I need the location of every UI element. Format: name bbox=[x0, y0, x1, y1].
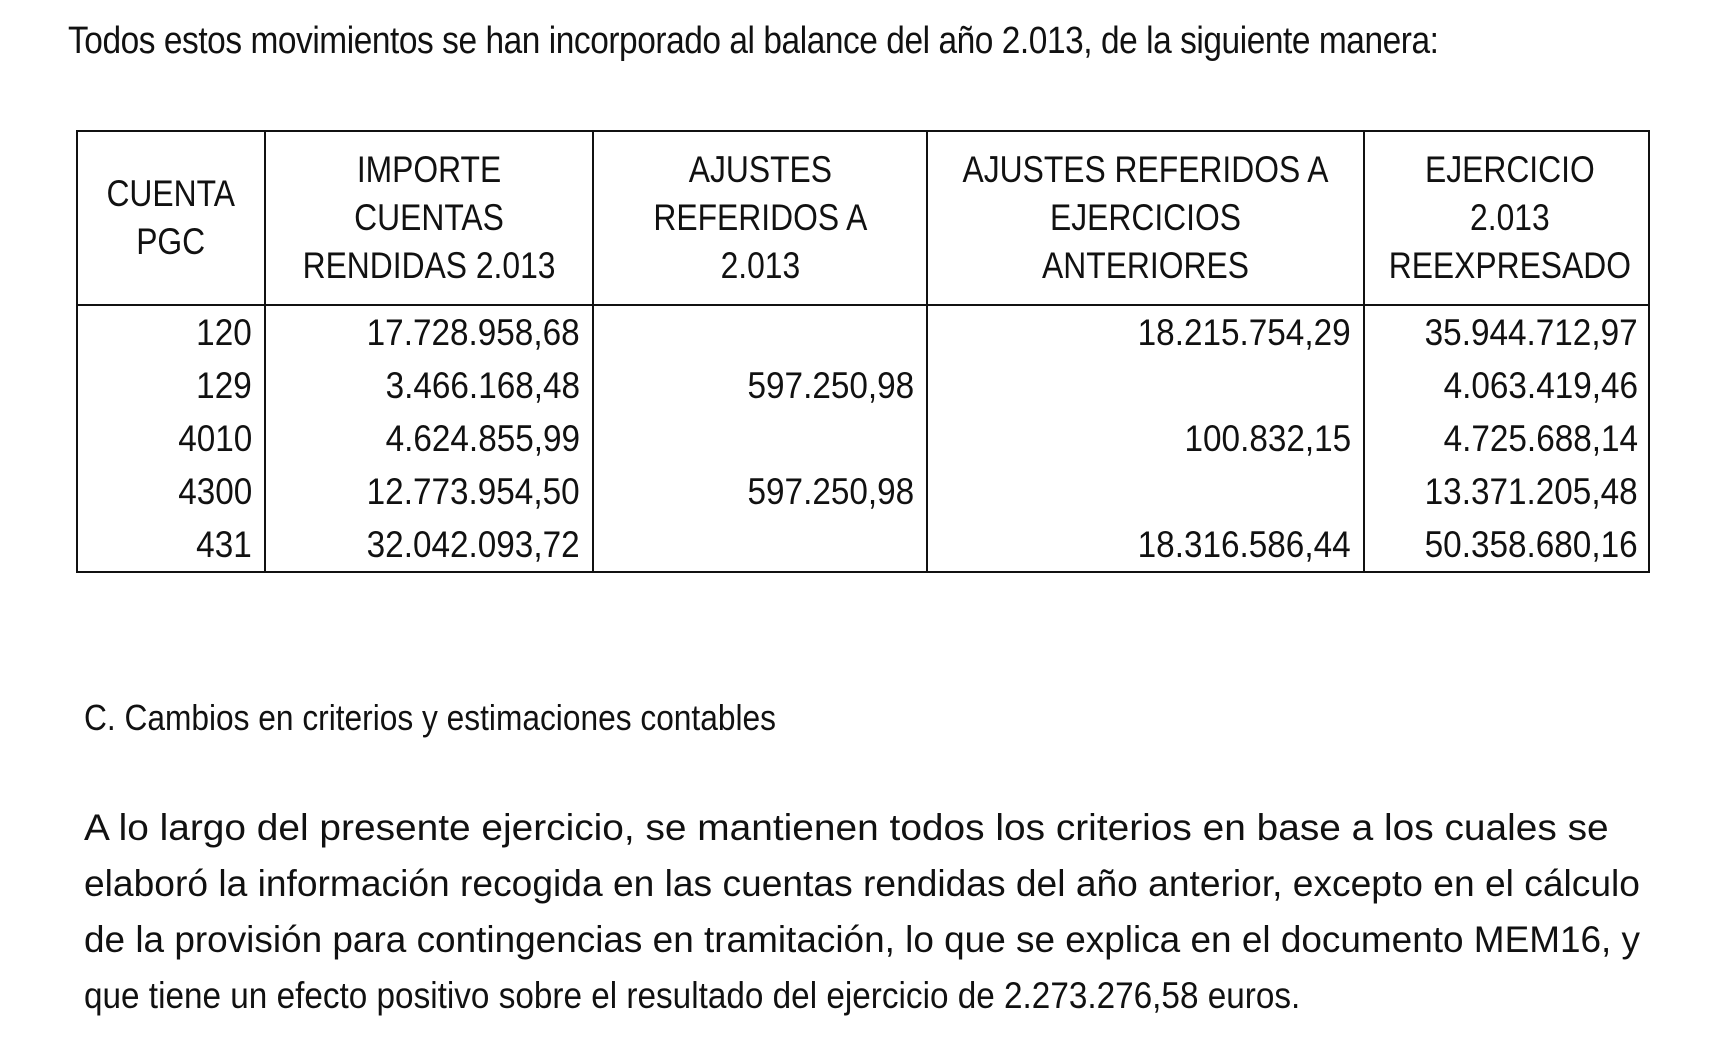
cell-ajustes-anteriores bbox=[927, 359, 1364, 412]
paragraph-line: elaboró la información recogida en las cuentas rendidas del año anterior, excepto en el cálculo bbox=[84, 863, 1640, 904]
balance-table bbox=[76, 130, 1650, 573]
cell-importe: 17.728.958,68 bbox=[265, 305, 593, 359]
cell-importe: 12.773.954,50 bbox=[265, 465, 593, 518]
cell-reexpresado: 4.063.419,46 bbox=[1364, 359, 1649, 412]
header-row bbox=[77, 131, 1649, 305]
cell-ajustes-anteriores: 18.316.586,44 bbox=[927, 518, 1364, 572]
intro-text: Todos estos movimientos se han incorporado al balance del año 2.013, de la siguiente manera: bbox=[68, 20, 1439, 62]
cell-importe: 3.466.168,48 bbox=[265, 359, 593, 412]
cell-ajustes-anteriores: 100.832,15 bbox=[927, 412, 1364, 465]
header-ajustes-2013 bbox=[593, 131, 927, 305]
header-line: AJUSTES REFERIDOS A bbox=[962, 149, 1329, 190]
paragraph-line: de la provisión para contingencias en tramitación, lo que se explica en el documento MEM16, y bbox=[84, 919, 1641, 960]
header-line: EJERCICIO bbox=[1424, 149, 1595, 190]
paragraph-line: que tiene un efecto positivo sobre el resultado del ejercicio de 2.273.276,58 euros. bbox=[84, 975, 1301, 1016]
cell-ajustes-anteriores: 18.215.754,29 bbox=[927, 305, 1364, 359]
cell-reexpresado: 50.358.680,16 bbox=[1364, 518, 1649, 572]
header-importe-cuentas bbox=[265, 131, 593, 305]
table-row bbox=[77, 359, 1649, 412]
cell-reexpresado: 35.944.712,97 bbox=[1364, 305, 1649, 359]
section-title: C. Cambios en criterios y estimaciones contables bbox=[84, 697, 776, 738]
cell-cuenta: 129 bbox=[77, 359, 265, 412]
header-line: RENDIDAS 2.013 bbox=[302, 245, 556, 286]
cell-importe: 32.042.093,72 bbox=[265, 518, 593, 572]
header-line: 2.013 bbox=[1470, 197, 1550, 238]
cell-cuenta: 120 bbox=[77, 305, 265, 359]
cell-cuenta: 4300 bbox=[77, 465, 265, 518]
header-line: 2.013 bbox=[720, 245, 800, 286]
header-line: REEXPRESADO bbox=[1388, 245, 1631, 286]
table-row bbox=[77, 518, 1649, 572]
paragraph-line: A lo largo del presente ejercicio, se mantienen todos los criterios en base a los cuales se bbox=[84, 807, 1609, 848]
cell-ajustes-anteriores bbox=[927, 465, 1364, 518]
cell-reexpresado: 4.725.688,14 bbox=[1364, 412, 1649, 465]
table-row bbox=[77, 465, 1649, 518]
header-line: REFERIDOS A bbox=[653, 197, 867, 238]
cell-cuenta: 4010 bbox=[77, 412, 265, 465]
body-paragraph bbox=[84, 800, 1644, 1024]
cell-ajustes-2013 bbox=[593, 412, 927, 465]
table-row bbox=[77, 412, 1649, 465]
header-line: CUENTAS bbox=[354, 197, 504, 238]
cell-ajustes-2013 bbox=[593, 518, 927, 572]
header-cuenta-pgc bbox=[77, 131, 265, 305]
table-row bbox=[77, 305, 1649, 359]
cell-ajustes-2013: 597.250,98 bbox=[593, 359, 927, 412]
header-line: IMPORTE bbox=[356, 149, 502, 190]
header-line: PGC bbox=[136, 221, 206, 262]
header-ajustes-anteriores bbox=[927, 131, 1364, 305]
cell-ajustes-2013 bbox=[593, 305, 927, 359]
header-line: AJUSTES bbox=[688, 149, 832, 190]
cell-reexpresado: 13.371.205,48 bbox=[1364, 465, 1649, 518]
cell-importe: 4.624.855,99 bbox=[265, 412, 593, 465]
cell-ajustes-2013: 597.250,98 bbox=[593, 465, 927, 518]
header-line: EJERCICIOS ANTERIORES bbox=[1042, 197, 1249, 286]
header-ejercicio-reexpresado bbox=[1364, 131, 1649, 305]
cell-cuenta: 431 bbox=[77, 518, 265, 572]
header-line: CUENTA bbox=[106, 173, 236, 214]
